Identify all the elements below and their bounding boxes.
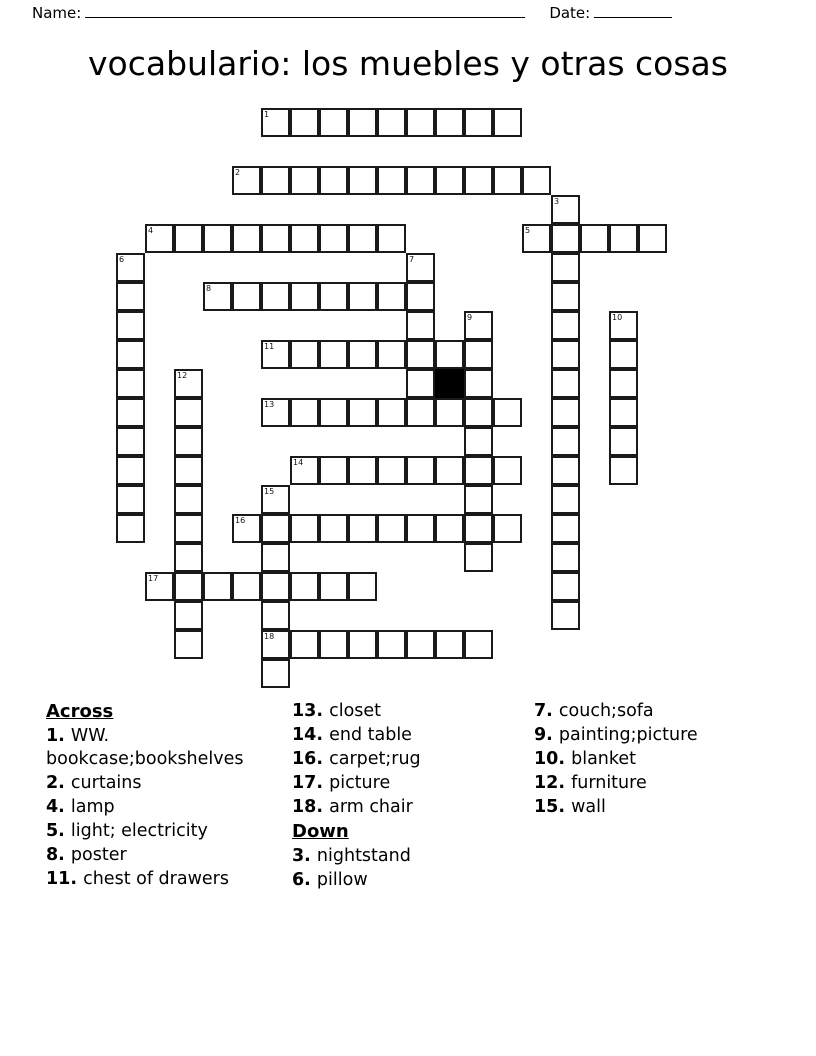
grid-cell[interactable] <box>377 630 406 659</box>
clue-text: closet <box>329 701 382 721</box>
grid-cell[interactable] <box>174 427 203 456</box>
grid-cell[interactable] <box>203 282 232 311</box>
grid-cell-number: 11 <box>264 342 275 351</box>
clue-item <box>46 820 286 843</box>
grid-cell[interactable] <box>609 340 638 369</box>
clue-text: nightstand <box>316 846 411 867</box>
clue-item <box>46 796 286 819</box>
clue-number: 15. <box>534 797 572 818</box>
grid-cell-number: 3 <box>554 197 560 206</box>
grid-cell[interactable] <box>290 456 319 485</box>
clue-item <box>292 724 532 747</box>
grid-cell[interactable] <box>116 253 145 282</box>
grid-cell[interactable] <box>261 224 290 253</box>
page-title: vocabulario: los muebles y otras cosas <box>88 44 728 83</box>
clue-text: end table <box>329 725 412 746</box>
clue-item <box>292 772 532 795</box>
clue-number: 2. <box>46 772 71 793</box>
grid-cell[interactable] <box>464 630 493 659</box>
grid-cell[interactable] <box>551 398 580 427</box>
grid-cell[interactable] <box>232 514 261 543</box>
grid-cell[interactable] <box>406 456 435 485</box>
grid-cell[interactable] <box>116 369 145 398</box>
grid-cell[interactable] <box>493 514 522 543</box>
clue-number: 10. <box>534 749 572 770</box>
grid-cell[interactable] <box>406 311 435 340</box>
grid-cell[interactable] <box>348 456 377 485</box>
grid-cell[interactable] <box>435 108 464 137</box>
across-heading: Across <box>46 701 114 722</box>
grid-cell[interactable] <box>348 108 377 137</box>
grid-cell[interactable] <box>174 398 203 427</box>
grid-cell[interactable] <box>319 108 348 137</box>
grid-cell[interactable] <box>261 601 290 630</box>
grid-cell[interactable] <box>116 485 145 514</box>
clue-number: 11. <box>46 869 84 890</box>
grid-cell[interactable] <box>580 224 609 253</box>
clue-number: 5. <box>46 821 71 842</box>
grid-cell[interactable] <box>174 514 203 543</box>
name-label: Name: <box>32 4 82 22</box>
clues-column-3 <box>534 700 794 820</box>
clue-number: 12. <box>534 773 572 794</box>
grid-cell[interactable] <box>435 340 464 369</box>
grid-cell[interactable] <box>551 514 580 543</box>
grid-cell[interactable] <box>377 166 406 195</box>
grid-cell[interactable] <box>406 514 435 543</box>
grid-cell[interactable] <box>406 369 435 398</box>
grid-cell[interactable] <box>116 282 145 311</box>
clue-number: 6. <box>292 870 317 891</box>
grid-cell[interactable] <box>232 282 261 311</box>
grid-cell[interactable] <box>261 340 290 369</box>
grid-cell[interactable] <box>261 398 290 427</box>
grid-cell[interactable] <box>464 369 493 398</box>
grid-cell[interactable] <box>377 340 406 369</box>
grid-cell[interactable] <box>551 369 580 398</box>
grid-cell[interactable] <box>290 166 319 195</box>
clue-item <box>292 796 532 819</box>
clue-item <box>292 700 532 723</box>
grid-cell[interactable] <box>551 195 580 224</box>
grid-cell[interactable] <box>290 514 319 543</box>
grid-cell[interactable] <box>464 485 493 514</box>
grid-cell-number: 6 <box>119 255 125 264</box>
grid-cell[interactable] <box>348 166 377 195</box>
clue-number: 8. <box>46 845 71 866</box>
grid-cell[interactable] <box>290 108 319 137</box>
grid-cell-number: 8 <box>206 284 212 293</box>
grid-cell[interactable] <box>174 369 203 398</box>
grid-cell[interactable] <box>116 514 145 543</box>
grid-cell[interactable] <box>174 456 203 485</box>
grid-cell[interactable] <box>319 630 348 659</box>
grid-cell[interactable] <box>493 166 522 195</box>
grid-cell[interactable] <box>377 398 406 427</box>
clue-number: 17. <box>292 773 330 794</box>
grid-cell[interactable] <box>319 456 348 485</box>
grid-cell[interactable] <box>174 224 203 253</box>
clue-text: blanket <box>571 749 637 770</box>
clue-text: poster <box>70 845 127 866</box>
grid-cell[interactable] <box>551 340 580 369</box>
clue-text: carpet;rug <box>329 749 421 770</box>
clue-item <box>46 725 286 771</box>
grid-cell[interactable] <box>116 311 145 340</box>
grid-cell-number: 2 <box>235 168 241 177</box>
grid-cell[interactable] <box>609 311 638 340</box>
clue-number: 7. <box>534 701 559 721</box>
grid-cell[interactable] <box>464 166 493 195</box>
clue-text: pillow <box>316 870 368 891</box>
grid-cell[interactable] <box>290 340 319 369</box>
grid-cell[interactable] <box>522 166 551 195</box>
grid-cell[interactable] <box>348 514 377 543</box>
grid-cell-number: 7 <box>409 255 415 264</box>
grid-cell[interactable] <box>290 282 319 311</box>
grid-cell-number: 13 <box>264 400 275 409</box>
grid-cell[interactable] <box>261 659 290 688</box>
grid-cell[interactable] <box>377 108 406 137</box>
clue-item <box>46 844 286 867</box>
grid-cell-number: 18 <box>264 632 275 641</box>
grid-cell[interactable] <box>348 282 377 311</box>
grid-cell[interactable] <box>464 340 493 369</box>
grid-cell[interactable] <box>261 514 290 543</box>
grid-cell[interactable] <box>522 224 551 253</box>
grid-cell[interactable] <box>609 456 638 485</box>
grid-cell[interactable] <box>609 369 638 398</box>
grid-cell[interactable] <box>551 543 580 572</box>
grid-cell[interactable] <box>261 630 290 659</box>
clue-text: wall <box>571 797 606 818</box>
grid-cell[interactable] <box>377 224 406 253</box>
grid-cell[interactable] <box>406 108 435 137</box>
grid-cell[interactable] <box>406 253 435 282</box>
grid-cell[interactable] <box>348 224 377 253</box>
grid-cell[interactable] <box>290 572 319 601</box>
grid-cell[interactable] <box>551 253 580 282</box>
grid-cell-number: 15 <box>264 487 275 496</box>
grid-cell[interactable] <box>435 166 464 195</box>
grid-cell[interactable] <box>174 485 203 514</box>
grid-cell[interactable] <box>377 514 406 543</box>
date-label: Date: <box>549 4 591 22</box>
grid-cell[interactable] <box>464 456 493 485</box>
grid-cell[interactable] <box>406 166 435 195</box>
grid-cell[interactable] <box>261 485 290 514</box>
clue-number: 16. <box>292 749 330 770</box>
clue-number: 18. <box>292 797 330 818</box>
grid-cell[interactable] <box>319 398 348 427</box>
grid-cell[interactable] <box>464 108 493 137</box>
grid-cell[interactable] <box>319 572 348 601</box>
clues-column-2 <box>292 700 532 893</box>
clue-text: WW. bookcase;bookshelves <box>46 725 244 769</box>
clue-number: 4. <box>46 797 71 818</box>
grid-cell[interactable] <box>464 514 493 543</box>
grid-cell-number: 5 <box>525 226 531 235</box>
grid-cell[interactable] <box>174 630 203 659</box>
grid-cell[interactable] <box>551 282 580 311</box>
grid-cell[interactable] <box>435 630 464 659</box>
grid-cell[interactable] <box>145 572 174 601</box>
clue-item <box>534 700 794 723</box>
grid-cell[interactable] <box>174 601 203 630</box>
grid-cell[interactable] <box>348 630 377 659</box>
grid-cell[interactable] <box>261 166 290 195</box>
grid-cell[interactable] <box>232 572 261 601</box>
clue-number: 14. <box>292 725 330 746</box>
grid-cell[interactable] <box>464 311 493 340</box>
grid-cell[interactable] <box>290 630 319 659</box>
clue-number: 13. <box>292 701 330 721</box>
grid-cell[interactable] <box>406 340 435 369</box>
grid-cell[interactable] <box>609 224 638 253</box>
grid-cell[interactable] <box>116 427 145 456</box>
grid-cell-number: 16 <box>235 516 246 525</box>
grid-cell[interactable] <box>348 340 377 369</box>
clue-text: painting;picture <box>558 725 698 746</box>
grid-cell[interactable] <box>551 456 580 485</box>
grid-cell[interactable] <box>116 398 145 427</box>
clue-number: 1. <box>46 725 71 746</box>
grid-cell-blocked <box>435 369 464 398</box>
clue-text: lamp <box>70 797 115 818</box>
clue-text: curtains <box>70 772 142 793</box>
clue-item <box>46 868 286 891</box>
clue-item <box>46 772 286 795</box>
clue-text: furniture <box>571 773 647 794</box>
grid-cell[interactable] <box>551 427 580 456</box>
grid-cell[interactable] <box>609 398 638 427</box>
clues-column-1 <box>46 700 286 892</box>
clue-text: picture <box>329 773 391 794</box>
clues-section <box>0 700 816 990</box>
grid-cell[interactable] <box>464 427 493 456</box>
grid-cell[interactable] <box>493 108 522 137</box>
grid-cell[interactable] <box>174 572 203 601</box>
grid-cell-number: 1 <box>264 110 270 119</box>
grid-cell[interactable] <box>377 282 406 311</box>
grid-cell[interactable] <box>464 543 493 572</box>
grid-cell[interactable] <box>290 398 319 427</box>
grid-cell[interactable] <box>551 311 580 340</box>
grid-cell-number: 9 <box>467 313 473 322</box>
grid-cell[interactable] <box>319 340 348 369</box>
grid-cell[interactable] <box>551 572 580 601</box>
grid-cell[interactable] <box>551 485 580 514</box>
grid-cell[interactable] <box>348 398 377 427</box>
grid-cell[interactable] <box>232 166 261 195</box>
grid-cell[interactable] <box>493 456 522 485</box>
grid-cell-number: 17 <box>148 574 159 583</box>
grid-cell[interactable] <box>174 543 203 572</box>
grid-cell[interactable] <box>638 224 667 253</box>
grid-cell[interactable] <box>406 630 435 659</box>
grid-cell[interactable] <box>406 282 435 311</box>
clue-item <box>534 772 794 795</box>
grid-cell[interactable] <box>319 514 348 543</box>
grid-cell[interactable] <box>348 572 377 601</box>
grid-cell[interactable] <box>551 224 580 253</box>
grid-cell[interactable] <box>116 340 145 369</box>
grid-cell[interactable] <box>203 572 232 601</box>
clue-text: chest of drawers <box>83 869 229 890</box>
grid-cell-number: 10 <box>612 313 623 322</box>
grid-cell[interactable] <box>435 514 464 543</box>
down-heading: Down <box>292 821 349 843</box>
clue-text: light; electricity <box>70 821 208 842</box>
grid-cell[interactable] <box>232 224 261 253</box>
clue-item <box>292 869 532 892</box>
grid-cell[interactable] <box>319 282 348 311</box>
grid-cell-number: 4 <box>148 226 154 235</box>
clue-item <box>292 845 532 868</box>
clue-item <box>534 724 794 747</box>
grid-cell[interactable] <box>551 601 580 630</box>
grid-cell[interactable] <box>145 224 174 253</box>
grid-cell[interactable] <box>261 543 290 572</box>
grid-cell[interactable] <box>261 282 290 311</box>
grid-cell[interactable] <box>464 398 493 427</box>
grid-cell[interactable] <box>261 108 290 137</box>
clue-item <box>534 796 794 819</box>
grid-cell[interactable] <box>290 224 319 253</box>
grid-cell[interactable] <box>406 398 435 427</box>
grid-cell[interactable] <box>377 456 406 485</box>
grid-cell-number: 14 <box>293 458 304 467</box>
grid-cell[interactable] <box>609 427 638 456</box>
clue-item <box>292 748 532 771</box>
grid-cell[interactable] <box>493 398 522 427</box>
grid-cell[interactable] <box>319 166 348 195</box>
grid-cell[interactable] <box>435 398 464 427</box>
clue-item <box>534 748 794 771</box>
clue-text: couch;sofa <box>558 701 654 721</box>
clue-number: 3. <box>292 846 317 867</box>
clue-number: 9. <box>534 725 559 746</box>
grid-cell[interactable] <box>261 572 290 601</box>
grid-cell-number: 12 <box>177 371 188 380</box>
grid-cell[interactable] <box>435 456 464 485</box>
clue-text: arm chair <box>329 797 413 818</box>
grid-cell[interactable] <box>116 456 145 485</box>
grid-cell[interactable] <box>203 224 232 253</box>
grid-cell[interactable] <box>319 224 348 253</box>
